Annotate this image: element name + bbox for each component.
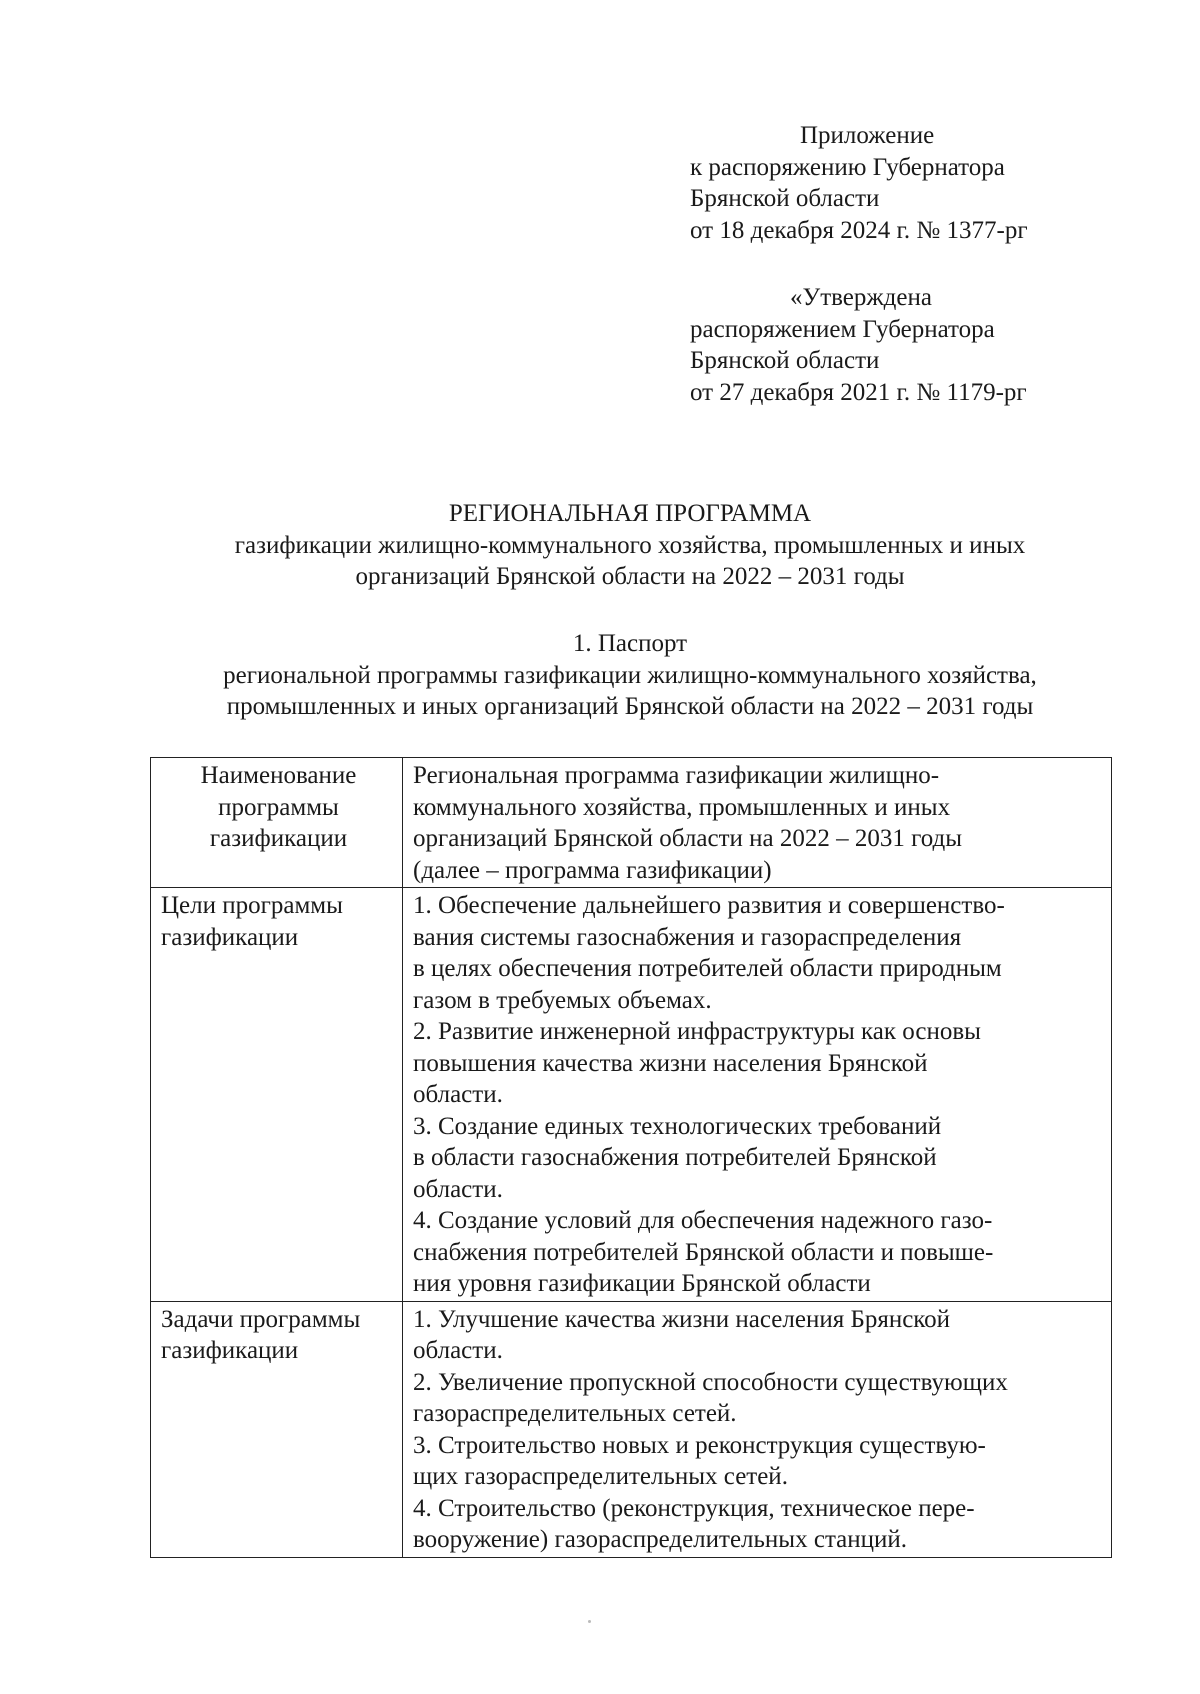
row-value-line: повышения качества жизни населения Брянской bbox=[413, 1049, 928, 1077]
row-label-line: газификации bbox=[161, 923, 299, 951]
row-value-line: области. bbox=[413, 1337, 503, 1364]
passport-title-line: промышленных и иных организаций Брянской области на 2022 – 2031 годы bbox=[226, 693, 1034, 720]
table-row bbox=[151, 758, 1112, 888]
row-value-line: 4. Строительство (реконструкция, техническое пере- bbox=[413, 1494, 975, 1522]
program-title-line: организаций Брянской области на 2022 – 2031 годы bbox=[355, 563, 905, 590]
attachment-line: Приложение bbox=[800, 122, 935, 149]
attachment-line: к распоряжению Губернатора bbox=[690, 153, 1005, 181]
approval-line: от 27 декабря 2021 г. № 1179-рг bbox=[690, 378, 1027, 406]
row-value-cell bbox=[403, 1301, 1112, 1557]
row-value-line: 4. Создание условий для обеспечения надежного газо- bbox=[413, 1207, 993, 1234]
row-value-line: 1. Улучшение качества жизни населения Брянской bbox=[413, 1305, 951, 1333]
row-value-cell bbox=[403, 888, 1112, 1302]
row-label-line: программы bbox=[218, 793, 339, 821]
row-value-line: вания системы газоснабжения и газораспределения bbox=[413, 923, 962, 951]
row-value-line: ния уровня газификации Брянской области bbox=[413, 1270, 871, 1297]
row-value-line: Региональная программа газификации жилищно- bbox=[413, 762, 940, 789]
row-value-cell bbox=[403, 758, 1112, 888]
row-value-line: области. bbox=[413, 1175, 503, 1203]
approval-line: Брянской области bbox=[690, 347, 880, 374]
row-label-cell bbox=[151, 888, 403, 1302]
row-value-line: 3. Создание единых технологических требований bbox=[413, 1112, 942, 1140]
row-value-line: области. bbox=[413, 1081, 503, 1108]
attachment-line: от 18 декабря 2024 г. № 1377-рг bbox=[690, 216, 1028, 244]
row-label-line: Наименование bbox=[200, 762, 357, 789]
table-row bbox=[151, 888, 1112, 1302]
program-title-heading: РЕГИОНАЛЬНАЯ ПРОГРАММА bbox=[448, 500, 812, 527]
row-value-line: газом в требуемых объемах. bbox=[413, 986, 712, 1014]
table-row bbox=[151, 1301, 1112, 1557]
row-label-line: газификации bbox=[161, 1337, 299, 1364]
row-value-line: 2. Увеличение пропускной способности существующих bbox=[413, 1368, 1008, 1396]
row-value-line: организаций Брянской области на 2022 – 2031 годы bbox=[413, 825, 963, 852]
approval-line: «Утверждена bbox=[790, 284, 932, 311]
row-value-line: в области газоснабжения потребителей Брянской bbox=[413, 1144, 937, 1171]
row-value-line: снабжения потребителей Брянской области и повыше- bbox=[413, 1238, 994, 1266]
row-value-line: коммунального хозяйства, промышленных и иных bbox=[413, 793, 951, 821]
row-value-line: щих газораспределительных сетей. bbox=[413, 1463, 788, 1490]
approval-reference bbox=[690, 282, 1130, 408]
passport-heading: 1. Паспорт bbox=[572, 630, 688, 657]
attachment-reference bbox=[690, 120, 1130, 246]
row-value-line: вооружение) газораспределительных станций. bbox=[413, 1526, 908, 1553]
row-label-cell bbox=[151, 1301, 403, 1557]
row-label-line: газификации bbox=[209, 825, 348, 852]
row-value-line: 1. Обеспечение дальнейшего развития и совершенство- bbox=[413, 892, 1005, 919]
row-label-line: Задачи программы bbox=[161, 1305, 361, 1333]
program-title-line: газификации жилищно-коммунального хозяйства, промышленных и иных bbox=[234, 531, 1026, 559]
row-value-line: (далее – программа газификации) bbox=[413, 856, 772, 884]
row-value-line: 3. Строительство новых и реконструкция существую- bbox=[413, 1431, 986, 1459]
row-value-line: 2. Развитие инженерной инфраструктуры как основы bbox=[413, 1018, 981, 1045]
passport-table bbox=[150, 757, 1112, 1558]
approval-line: распоряжением Губернатора bbox=[690, 315, 995, 343]
passport-title bbox=[150, 628, 1110, 723]
program-title bbox=[150, 498, 1110, 593]
row-value-line: газораспределительных сетей. bbox=[413, 1400, 737, 1427]
attachment-line: Брянской области bbox=[690, 185, 880, 212]
row-value-line: в целях обеспечения потребителей области природным bbox=[413, 955, 1002, 982]
scan-speck bbox=[588, 1620, 591, 1623]
row-label-cell bbox=[151, 758, 403, 888]
row-label-line: Цели программы bbox=[161, 892, 343, 919]
passport-title-line: региональной программы газификации жилищно-коммунального хозяйства, bbox=[223, 661, 1037, 689]
